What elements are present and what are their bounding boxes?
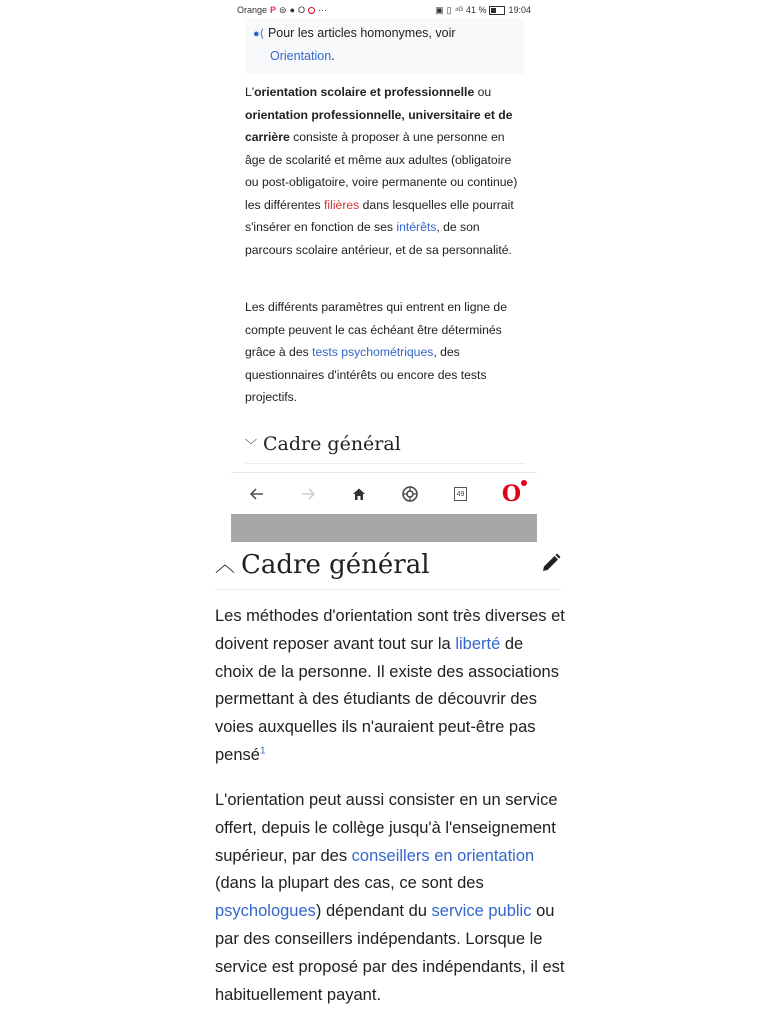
s2-text-2: (dans la plupart des cas, ce sont des [215, 874, 484, 893]
tabs-button[interactable] [446, 479, 476, 509]
link-tests-psychometriques[interactable]: tests psychométriques [312, 345, 434, 359]
home-button[interactable] [344, 479, 374, 509]
speed-dial-icon [401, 485, 419, 503]
section-paragraph-1 [215, 603, 565, 770]
link-psychologues[interactable]: psychologues [215, 902, 316, 921]
tabs-count: 49 [456, 490, 465, 498]
arrow-right-icon [300, 486, 316, 502]
section-paragraph-2 [215, 787, 565, 1009]
section-title: Cadre général [241, 549, 430, 580]
p-badge-icon: P [270, 5, 277, 15]
section-header-collapsed[interactable] [245, 425, 525, 464]
back-button[interactable] [242, 479, 272, 509]
p1-text-2: dans lesquelles elle pourrait s'insérer en fonction de ses [245, 197, 514, 234]
p1-text-1: consiste à proposer à une personne en âge de scolarité et même aux adultes (obligatoire ou post-obligatoire, voire permanente ou continue) les différentes [245, 130, 518, 212]
vibrate-icon: ▯ [446, 4, 452, 15]
battery-percent: 41 % [465, 5, 487, 15]
p1-bold-term-1: orientation scolaire et professionnelle [254, 85, 475, 99]
signal-icon: ⁴ᴳ [454, 5, 463, 15]
browser-toolbar [231, 472, 537, 515]
hatnote [245, 18, 524, 74]
opera-logo-icon: O [501, 481, 522, 507]
system-nav-bar [231, 514, 537, 542]
reference-1[interactable]: 1 [259, 745, 266, 757]
second-paragraph [245, 296, 527, 409]
edit-button[interactable] [540, 552, 562, 574]
opera-status-icon: O [298, 5, 306, 15]
hatnote-text: Pour les articles homonymes, voir [267, 26, 456, 40]
s1-text-1: Les méthodes d'orientation sont très diverses et doivent reposer avant tout sur la [215, 607, 565, 653]
arrow-left-icon [249, 486, 265, 502]
speed-dial-button[interactable] [395, 479, 425, 509]
hatnote-period: . [331, 49, 335, 63]
tabs-icon [454, 487, 467, 501]
p1-lead: L' [245, 85, 255, 99]
s2-text-4: ou par des conseillers indépendants. Lorsque le service est proposé par des indépendants, il est habituellement payant. [215, 902, 565, 1004]
p1-text-3: , de son parcours scolaire antérieur, et de sa personnalité. [245, 220, 512, 257]
link-conseillers-orientation[interactable]: conseillers en orientation [351, 846, 535, 865]
clock: 19:04 [508, 5, 531, 15]
hatnote-link-orientation[interactable]: Orientation [270, 49, 332, 63]
notification-icon: ⊜ [279, 4, 287, 15]
status-bar [231, 0, 537, 20]
more-notifications: ··· [318, 5, 328, 15]
forward-button[interactable] [293, 479, 323, 509]
pencil-icon [540, 552, 562, 574]
disambiguation-icon: ●⟨ [253, 28, 264, 40]
battery-icon [489, 6, 505, 15]
s2-text-3: ) dépendant du [315, 902, 432, 921]
chat-icon: ● [289, 5, 296, 15]
section-header-expanded[interactable] [215, 540, 562, 590]
p2-text-2: , des questionnaires d'intérêts ou encore des tests projectifs. [245, 345, 487, 404]
home-icon [351, 486, 367, 502]
carrier-name: Orange [237, 5, 268, 15]
opera-menu-button[interactable] [497, 479, 527, 509]
p1-bold-term-2: orientation professionnelle, universitaire et de carrière [245, 107, 513, 144]
link-liberte[interactable]: liberté [455, 634, 501, 653]
p1-ou: ou [474, 85, 492, 99]
vodafone-status-icon [308, 7, 315, 14]
s2-text-1: L'orientation peut aussi consister en un service offert, depuis le collège jusqu'à l'enseignement supérieur, par des [215, 791, 558, 865]
chevron-up-icon: ︿ [215, 552, 235, 576]
p2-text-1: Les différents paramètres qui entrent en ligne de compte peuvent le cas échéant être déterminés grâce à des [245, 300, 507, 359]
link-interets[interactable]: intérêts [396, 220, 437, 234]
link-filieres[interactable]: filières [324, 197, 360, 212]
s1-text-2: de choix de la personne. Il existe des associations permettant à des étudiants de découvrir des voies auxquelles ils n'auraient peut-être pas pensé [215, 634, 559, 764]
phone-screenshot [231, 0, 537, 542]
chevron-down-icon: ﹀ [245, 437, 258, 452]
link-service-public[interactable]: service public [431, 902, 532, 921]
intro-paragraph [245, 81, 527, 261]
nfc-icon: ▣ [435, 4, 444, 15]
section-title-small: Cadre général [263, 433, 401, 455]
